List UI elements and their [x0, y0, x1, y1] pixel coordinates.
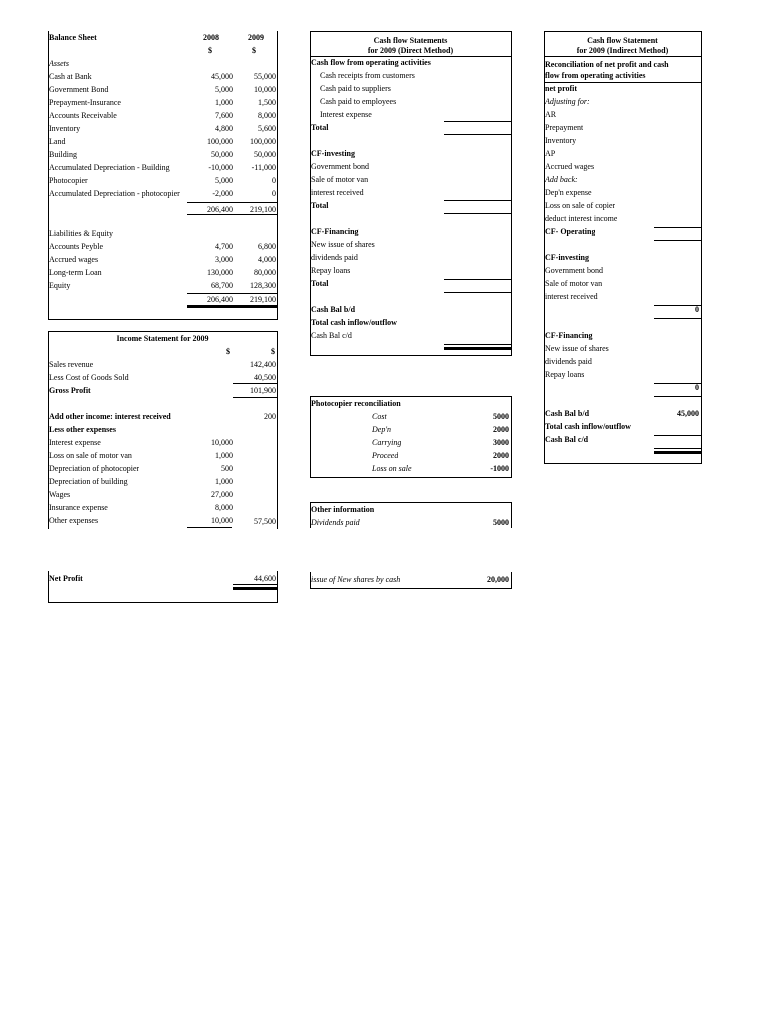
balance-sheet-row — [48, 187, 277, 200]
value-2008: 45,000 — [211, 72, 233, 81]
income-title: Income Statement for 2009 — [116, 334, 209, 343]
expense-value: 10,000 — [211, 438, 233, 447]
expense-row — [48, 449, 277, 462]
cf-direct-label: Cash receipts from customers — [320, 71, 415, 80]
value-2009: 128,300 — [250, 281, 276, 290]
photocopier-label: Cost — [372, 412, 387, 421]
value-2009: 6,800 — [258, 242, 276, 251]
cf-indirect-label: Prepayment — [545, 123, 584, 132]
expense-label: Wages — [49, 490, 71, 499]
other-information — [310, 502, 511, 589]
photocopier-row — [310, 436, 511, 449]
cf-indirect-row — [544, 173, 701, 186]
cf-direct-label: Total — [311, 279, 329, 288]
cf-indirect-value: 0 — [695, 383, 699, 392]
cf-indirect-row — [544, 134, 701, 147]
dividends-value: 5000 — [493, 518, 509, 527]
balance-sheet-row — [48, 161, 277, 174]
value-2009: 50,000 — [254, 150, 276, 159]
expense-value: 10,000 — [211, 516, 233, 525]
value-2009: 8,000 — [258, 111, 276, 120]
cf-direct-label: Government bond — [311, 162, 369, 171]
value-2008: 5,000 — [215, 85, 233, 94]
cf-direct-label: Total — [311, 123, 329, 132]
row-label: Prepayment-Insurance — [49, 98, 121, 107]
cf-indirect-label: deduct interest income — [545, 214, 618, 223]
cf-direct-row — [310, 329, 511, 342]
photocopier-row — [310, 410, 511, 423]
expenses-total: 57,500 — [254, 517, 276, 526]
cf-indirect-label: AR — [545, 110, 557, 119]
cf-direct-row — [310, 303, 511, 316]
cf-indirect-row — [544, 95, 701, 108]
cf-direct-label: Sale of motor van — [311, 175, 369, 184]
value-2009: 0 — [272, 176, 276, 185]
row-label: Accumulated Depreciation - Building — [49, 163, 170, 172]
cf-direct-row — [310, 225, 511, 238]
cf-direct-row — [310, 69, 511, 82]
photocopier-row — [310, 462, 511, 475]
income-statement — [48, 331, 277, 603]
value-2009: -11,000 — [251, 163, 276, 172]
value-2008: -2,000 — [212, 189, 233, 198]
balance-sheet-row — [48, 174, 277, 187]
row-label: Accrued wages — [49, 255, 99, 264]
col-2009-header: 2009 — [248, 33, 264, 42]
currency-2009: $ — [252, 46, 256, 55]
cf-indirect-label: CF- Operating — [545, 227, 596, 236]
cf-indirect-label: Cash Bal c/d — [545, 435, 589, 444]
cf-direct-row — [310, 251, 511, 264]
value-2008: -10,000 — [208, 163, 233, 172]
photocopier-value: 3000 — [493, 438, 509, 447]
gross-label: Gross Profit — [49, 386, 91, 395]
cf-direct-row — [310, 108, 511, 121]
row-label: Cash at Bank — [49, 72, 92, 81]
cf-indirect-label: Add back: — [545, 175, 578, 184]
expense-value: 1,000 — [215, 477, 233, 486]
balance-sheet-row — [48, 70, 277, 83]
balance-sheet-title: Balance Sheet — [49, 33, 97, 42]
cf-direct-label: Total — [311, 201, 329, 210]
balance-sheet-row — [48, 109, 277, 122]
currency-2008: $ — [208, 46, 212, 55]
cf-indirect-label: AP — [545, 149, 556, 158]
row-label: Building — [49, 150, 78, 159]
col-2008-header: 2008 — [203, 33, 219, 42]
cf-direct-label: New issue of shares — [311, 240, 375, 249]
value-2008: 68,700 — [211, 281, 233, 290]
cf-indirect-label: Total cash inflow/outflow — [545, 422, 631, 431]
expense-label: Depreciation of building — [49, 477, 128, 486]
cf-indirect-row — [544, 160, 701, 173]
photocopier-label: Proceed — [372, 451, 399, 460]
balance-sheet-row — [48, 135, 277, 148]
value-2008: 5,000 — [215, 176, 233, 185]
row-label: Inventory — [49, 124, 81, 133]
dividends-label: Dividends paid — [311, 518, 360, 527]
liability-row — [48, 253, 277, 266]
expenses-heading: Less other expenses — [49, 425, 116, 434]
cf-direct-row — [310, 316, 511, 329]
cf-direct-label: Repay loans — [311, 266, 351, 275]
net-profit-label: Net Profit — [49, 574, 83, 583]
cf-indirect-row — [544, 199, 701, 212]
value-2009: 100,000 — [250, 137, 276, 146]
cf-indirect-label: Adjusting for: — [545, 97, 590, 106]
cf-direct-label: dividends paid — [311, 253, 358, 262]
cf-indirect-label: Sale of motor van — [545, 279, 603, 288]
income-col1-currency: $ — [226, 347, 230, 356]
cf-indirect-label: Dep'n expense — [545, 188, 592, 197]
sales-label: Sales revenue — [49, 360, 94, 369]
row-label: Government Bond — [49, 85, 109, 94]
value-2008: 4,800 — [215, 124, 233, 133]
cf-direct-title-1: Cash flow Statements — [373, 36, 448, 45]
value-2009: 80,000 — [254, 268, 276, 277]
cf-indirect-row — [544, 355, 701, 368]
value-2009: 10,000 — [254, 85, 276, 94]
photocopier-value: 2000 — [493, 425, 509, 434]
expense-label: Depreciation of photocopier — [49, 464, 140, 473]
expense-row — [48, 462, 277, 475]
row-label: Equity — [49, 281, 71, 290]
photocopier-row — [310, 423, 511, 436]
cf-direct-label: Cash Bal c/d — [311, 331, 352, 340]
cf-indirect-row — [544, 121, 701, 134]
new-shares-label: issue of New shares by cash — [311, 575, 401, 584]
income-col2-currency: $ — [271, 347, 275, 356]
recon-line-1: Reconciliation of net profit and cash — [545, 60, 669, 69]
cogs-label: Less Cost of Goods Sold — [49, 373, 129, 382]
net-profit-value: 44,600 — [254, 574, 276, 583]
photocopier-label: Loss on sale — [372, 464, 412, 473]
cf-indirect-title-2: for 2009 (Indirect Method) — [576, 46, 669, 55]
cf-indirect-label: Accrued wages — [545, 162, 595, 171]
cf-indirect-row — [544, 108, 701, 121]
cf-indirect-row — [544, 342, 701, 355]
row-label: Land — [49, 137, 66, 146]
cf-indirect-label: interest received — [545, 292, 598, 301]
cf-indirect-row — [544, 407, 701, 420]
cf-indirect-label: Repay loans — [545, 370, 585, 379]
cf-direct-label: Interest expense — [320, 110, 372, 119]
cf-direct-row — [310, 95, 511, 108]
expense-label: Other expenses — [49, 516, 99, 525]
balance-sheet — [48, 31, 277, 320]
cf-direct-label: CF-investing — [311, 149, 355, 158]
photocopier-label: Carrying — [372, 438, 402, 447]
cf-indirect-label: net profit — [545, 84, 578, 93]
cf-indirect-label: Loss on sale of copier — [545, 201, 616, 210]
expense-value: 27,000 — [211, 490, 233, 499]
cash-flow-indirect — [544, 31, 701, 464]
cf-direct-label: CF-Financing — [311, 227, 359, 236]
expense-label: Insurance expense — [49, 503, 108, 512]
expense-value: 8,000 — [215, 503, 233, 512]
gross-value: 101,900 — [250, 386, 276, 395]
cf-indirect-row — [544, 264, 701, 277]
cf-indirect-row — [544, 277, 701, 290]
photocopier-value: -1000 — [490, 464, 509, 473]
cf-direct-row — [310, 160, 511, 173]
cf-direct-label: Cash Bal b/d — [311, 305, 356, 314]
liability-row — [48, 266, 277, 279]
row-label: Photocopier — [49, 176, 88, 185]
value-2009: 1,500 — [258, 98, 276, 107]
cf-indirect-row — [544, 82, 701, 95]
cf-direct-row — [310, 173, 511, 186]
cf-indirect-label: Cash Bal b/d — [545, 409, 590, 418]
expense-label: Interest expense — [49, 438, 101, 447]
cash-flow-direct — [310, 31, 511, 356]
cf-indirect-row — [544, 147, 701, 160]
cf-direct-label: interest received — [311, 188, 364, 197]
other-income-value: 200 — [264, 412, 276, 421]
cf-indirect-value: 0 — [695, 305, 699, 314]
photocopier-row — [310, 449, 511, 462]
recon-line-2: flow from operating activities — [545, 71, 646, 80]
cf-direct-label: Cash paid to employees — [320, 97, 397, 106]
cf-indirect-value: 45,000 — [677, 409, 699, 418]
value-2009: 55,000 — [254, 72, 276, 81]
value-2008: 4,700 — [215, 242, 233, 251]
cf-direct-row — [310, 238, 511, 251]
cf-indirect-label: CF-Financing — [545, 331, 593, 340]
assets-total-2009: 219,100 — [250, 205, 276, 214]
value-2008: 130,000 — [207, 268, 233, 277]
row-label: Long-term Loan — [49, 268, 102, 277]
cf-indirect-row — [544, 368, 701, 381]
photocopier-reconciliation — [310, 396, 511, 478]
new-shares-value: 20,000 — [487, 575, 509, 584]
cf-indirect-row — [544, 290, 701, 303]
value-2009: 4,000 — [258, 255, 276, 264]
cf-indirect-row — [544, 186, 701, 199]
expense-row — [48, 475, 277, 488]
cf-indirect-row — [544, 420, 701, 433]
cf-direct-title-2: for 2009 (Direct Method) — [367, 46, 454, 55]
value-2008: 7,600 — [215, 111, 233, 120]
cf-direct-row — [310, 134, 511, 147]
cf-direct-row — [310, 264, 511, 277]
photocopier-label: Dep'n — [372, 425, 392, 434]
cf-direct-row — [310, 186, 511, 199]
expense-label: Loss on sale of motor van — [49, 451, 132, 460]
value-2008: 100,000 — [207, 137, 233, 146]
balance-sheet-row — [48, 83, 277, 96]
cf-indirect-label: Inventory — [545, 136, 577, 145]
value-2009: 5,600 — [258, 124, 276, 133]
photocopier-value: 2000 — [493, 451, 509, 460]
cf-indirect-row — [544, 329, 701, 342]
value-2008: 50,000 — [211, 150, 233, 159]
cf-direct-row — [310, 82, 511, 95]
photocopier-value: 5000 — [493, 412, 509, 421]
other-info-title: Other information — [311, 505, 375, 514]
liability-row — [48, 279, 277, 292]
cogs-value: 40,500 — [254, 373, 276, 382]
expense-row — [48, 501, 277, 514]
cf-direct-row — [310, 147, 511, 160]
row-label: Accumulated Depreciation - photocopier — [49, 189, 180, 198]
cf-indirect-label: Government bond — [545, 266, 603, 275]
expense-row — [48, 436, 277, 449]
balance-sheet-row — [48, 96, 277, 109]
expense-row — [48, 488, 277, 501]
expense-value: 500 — [221, 464, 233, 473]
cf-direct-row — [310, 121, 511, 134]
photocopier-title: Photocopier reconciliation — [311, 399, 401, 408]
assets-total-2008: 206,400 — [207, 205, 233, 214]
value-2008: 3,000 — [215, 255, 233, 264]
other-income-label: Add other income: interest received — [49, 412, 171, 421]
cf-indirect-label: dividends paid — [545, 357, 592, 366]
row-label: Accounts Peyble — [49, 242, 103, 251]
liab-total-2008: 206,400 — [207, 295, 233, 304]
balance-sheet-row — [48, 122, 277, 135]
liabilities-heading: Liabilities & Equity — [49, 229, 113, 238]
cf-indirect-title-1: Cash flow Statement — [587, 36, 658, 45]
row-label: Accounts Receivable — [49, 111, 117, 120]
liab-total-2009: 219,100 — [250, 295, 276, 304]
cf-indirect-row — [544, 251, 701, 264]
cf-direct-label: Cash paid to suppliers — [320, 84, 391, 93]
value-2008: 1,000 — [215, 98, 233, 107]
sales-value: 142,400 — [250, 360, 276, 369]
cf-indirect-label: CF-investing — [545, 253, 589, 262]
value-2009: 0 — [272, 189, 276, 198]
cf-direct-label: Total cash inflow/outflow — [311, 318, 397, 327]
balance-sheet-row — [48, 148, 277, 161]
liability-row — [48, 240, 277, 253]
cf-indirect-label: New issue of shares — [545, 344, 609, 353]
cf-direct-label: Cash flow from operating activities — [311, 58, 431, 67]
expense-value: 1,000 — [215, 451, 233, 460]
cf-direct-row — [310, 56, 511, 69]
assets-heading: Assets — [49, 59, 69, 68]
cf-indirect-row — [544, 212, 701, 225]
